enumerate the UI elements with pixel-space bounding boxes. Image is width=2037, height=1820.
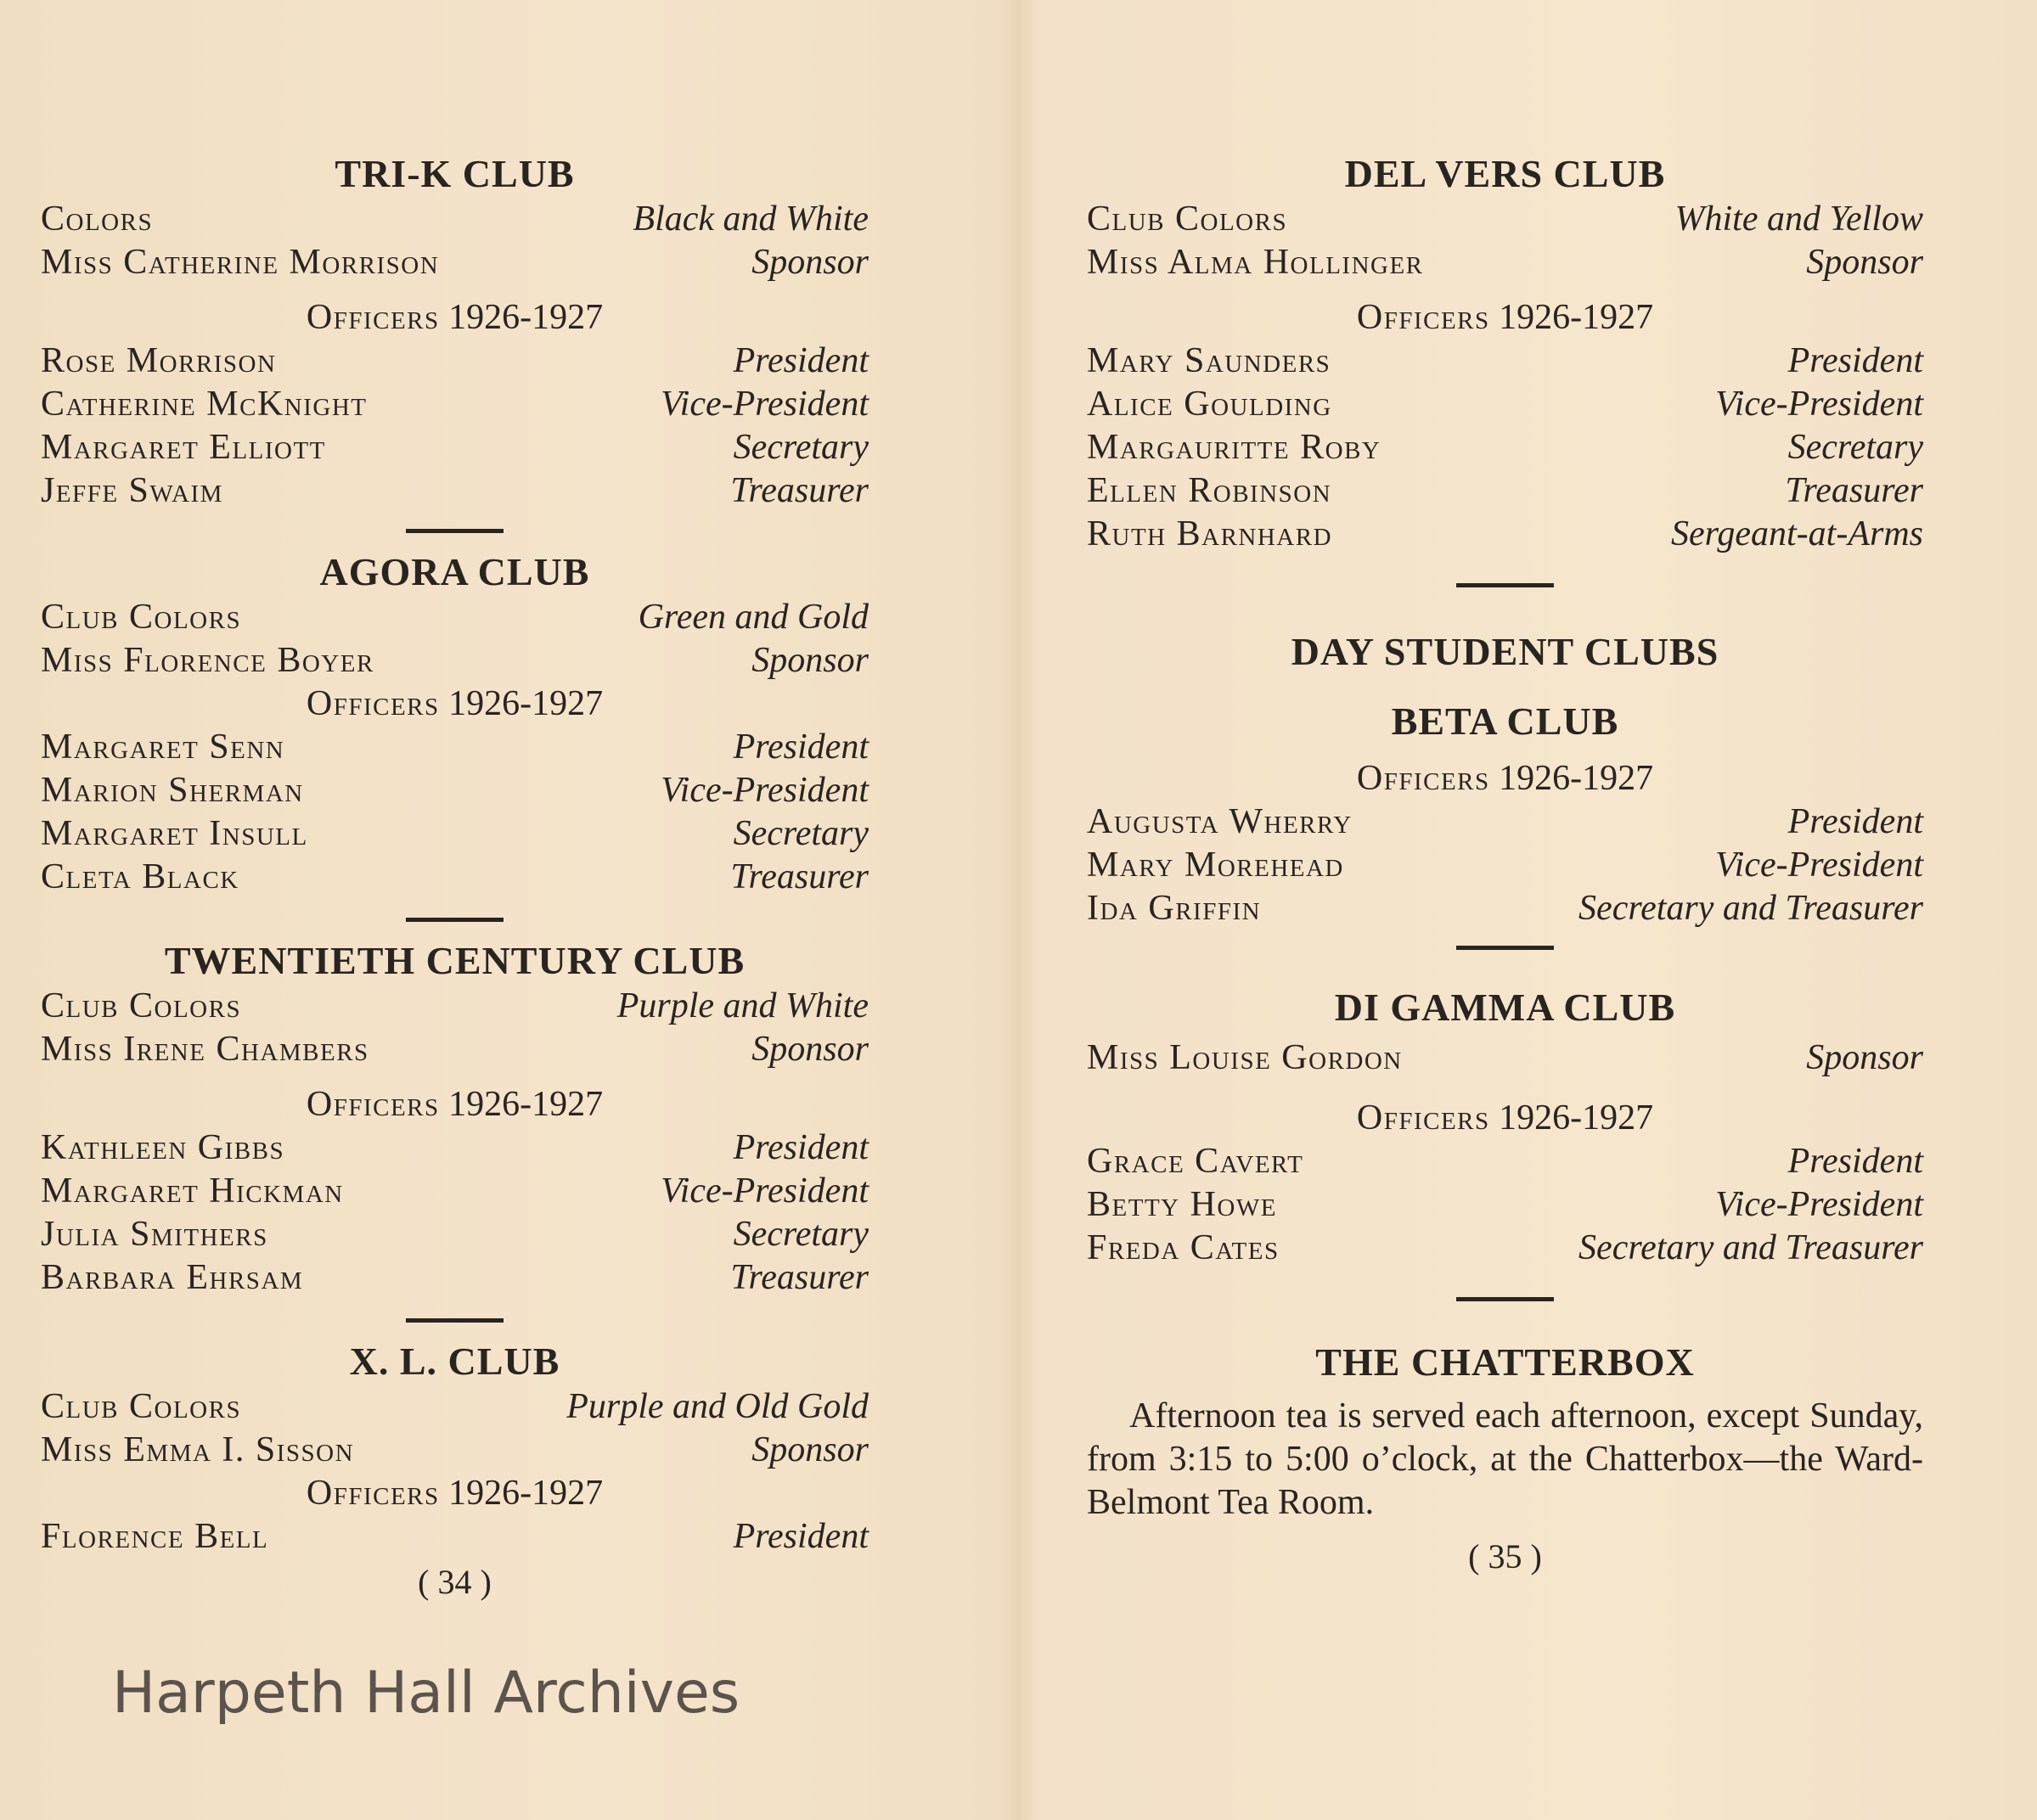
officer-role: President	[1787, 802, 1923, 841]
officer-name: Mary Saunders	[1087, 341, 1331, 380]
sponsor-role: Sponsor	[1806, 243, 1923, 282]
chatterbox-title: THE CHATTERBOX	[1315, 1340, 1695, 1384]
officers-label: Officers	[1356, 759, 1490, 798]
club-colors-row	[41, 596, 869, 639]
officer-name: Kathleen Gibbs	[41, 1128, 285, 1167]
officer-name: Florence Bell	[41, 1517, 269, 1556]
colors-value: Purple and Old Gold	[566, 1387, 869, 1426]
sponsor-name: Miss Florence Boyer	[41, 641, 374, 680]
officer-row	[1087, 1140, 1923, 1183]
club-colors-row	[41, 198, 869, 241]
officer-role: President	[1787, 341, 1923, 380]
colors-label: Club Colors	[41, 986, 242, 1025]
officer-role: Treasurer	[730, 857, 869, 896]
officer-name: Freda Cates	[1087, 1228, 1280, 1267]
club-title-tri-k: TRI-K CLUB	[335, 152, 575, 195]
officers-years: 1926-1927	[1499, 759, 1654, 798]
officers-heading	[41, 296, 869, 340]
officer-role: Secretary and Treasurer	[1578, 889, 1923, 928]
colors-label: Club Colors	[41, 598, 242, 637]
officer-row	[1087, 800, 1923, 844]
sponsor-row	[41, 1028, 869, 1071]
page-number: ( 34 )	[418, 1563, 492, 1601]
officer-name: Rose Morrison	[41, 341, 277, 380]
officer-row	[41, 426, 869, 469]
officers-label: Officers	[306, 1474, 440, 1513]
right-page	[1087, 0, 1923, 1576]
sponsor-name: Miss Louise Gordon	[1087, 1038, 1403, 1077]
club-colors-row	[41, 985, 869, 1028]
sponsor-row	[41, 639, 869, 682]
officer-role: President	[1787, 1142, 1923, 1181]
officer-role: Secretary	[733, 814, 869, 853]
sponsor-row	[41, 1429, 869, 1472]
officer-row	[41, 1170, 869, 1213]
club-title-xl: X. L. CLUB	[349, 1340, 560, 1383]
officer-name: Ruth Barnhard	[1087, 514, 1333, 553]
sponsor-row	[1087, 241, 1923, 284]
left-page	[41, 0, 869, 1602]
officers-label: Officers	[1356, 298, 1490, 337]
officer-row	[41, 1213, 869, 1256]
club-colors-row	[41, 1385, 869, 1429]
officer-row	[41, 1256, 869, 1300]
page-number: ( 35 )	[1468, 1537, 1542, 1576]
sponsor-name: Miss Catherine Morrison	[41, 243, 440, 282]
officer-role: Treasurer	[730, 471, 869, 510]
officer-row	[1087, 844, 1923, 887]
officers-label: Officers	[306, 1085, 440, 1124]
officer-role: President	[733, 727, 869, 767]
officer-row	[41, 769, 869, 812]
officer-role: Vice-President	[661, 771, 869, 810]
officers-years: 1926-1927	[448, 1474, 604, 1513]
officer-row	[41, 812, 869, 856]
sponsor-name: Miss Irene Chambers	[41, 1030, 369, 1069]
officer-name: Julia Smithers	[41, 1215, 268, 1254]
sponsor-role: Sponsor	[751, 1030, 869, 1069]
officer-row	[1087, 1183, 1923, 1227]
officers-heading	[1087, 1097, 1923, 1140]
officer-role: Secretary	[733, 1215, 869, 1254]
officer-row	[1087, 513, 1923, 556]
officer-role: Secretary and Treasurer	[1578, 1228, 1923, 1267]
officer-role: President	[733, 1128, 869, 1167]
officer-name: Grace Cavert	[1087, 1142, 1304, 1181]
officer-name: Betty Howe	[1087, 1185, 1277, 1224]
sponsor-role: Sponsor	[751, 243, 869, 282]
officer-role: Vice-President	[1715, 385, 1923, 424]
officer-name: Margaret Hickman	[41, 1171, 344, 1211]
officers-years: 1926-1927	[448, 1085, 604, 1124]
officer-row	[1087, 426, 1923, 469]
officer-row	[41, 1515, 869, 1559]
officer-role: Sergeant-at-Arms	[1670, 514, 1923, 553]
officers-label: Officers	[306, 684, 440, 723]
officer-name: Augusta Wherry	[1087, 802, 1353, 841]
sponsor-row	[1087, 1036, 1923, 1080]
officer-name: Alice Goulding	[1087, 385, 1332, 424]
officer-row	[41, 340, 869, 383]
officer-role: Vice-President	[1715, 845, 1923, 885]
colors-value: Green and Gold	[638, 598, 869, 637]
officer-row	[1087, 340, 1923, 383]
officer-name: Ellen Robinson	[1087, 471, 1332, 510]
officer-role: Treasurer	[1785, 471, 1923, 510]
officer-name: Ida Griffin	[1087, 889, 1262, 928]
officers-heading	[1087, 757, 1923, 800]
officers-heading	[1087, 296, 1923, 340]
colors-value: Black and White	[633, 199, 869, 239]
officer-name: Margaret Senn	[41, 727, 285, 767]
club-title-twentieth-century: TWENTIETH CENTURY CLUB	[164, 939, 746, 982]
club-title-di-gamma: DI GAMMA CLUB	[1334, 986, 1676, 1029]
officer-role: President	[733, 1517, 869, 1556]
officers-label: Officers	[306, 298, 440, 337]
sponsor-name: Miss Alma Hollinger	[1087, 243, 1424, 282]
sponsor-name: Miss Emma I. Sisson	[41, 1430, 355, 1469]
officer-role: Treasurer	[730, 1258, 869, 1297]
officer-row	[41, 726, 869, 769]
officers-years: 1926-1927	[448, 298, 604, 337]
officer-row	[1087, 887, 1923, 930]
officer-name: Barbara Ehrsam	[41, 1258, 304, 1297]
club-colors-row	[1087, 198, 1923, 241]
officers-heading	[41, 1083, 869, 1126]
officer-row	[41, 383, 869, 426]
sponsor-role: Sponsor	[1806, 1038, 1923, 1077]
colors-label: Club Colors	[41, 1387, 242, 1426]
officers-years: 1926-1927	[1499, 298, 1654, 337]
colors-value: Purple and White	[616, 986, 869, 1025]
officer-role: Vice-President	[1715, 1185, 1923, 1224]
officer-name: Jeffe Swaim	[41, 471, 223, 510]
colors-value: White and Yellow	[1674, 199, 1923, 239]
officer-role: Secretary	[733, 428, 869, 467]
club-title-agora: AGORA CLUB	[319, 550, 590, 593]
officer-role: Vice-President	[661, 1171, 869, 1211]
officer-name: Catherine McKnight	[41, 385, 368, 424]
officer-name: Margaret Elliott	[41, 428, 326, 467]
officers-years: 1926-1927	[1499, 1098, 1654, 1138]
colors-label: Club Colors	[1087, 199, 1288, 239]
officer-row	[1087, 383, 1923, 426]
officer-row	[41, 856, 869, 899]
colors-label: Colors	[41, 199, 154, 239]
officer-row	[41, 1126, 869, 1170]
sponsor-role: Sponsor	[751, 1430, 869, 1469]
club-title-beta: BETA CLUB	[1391, 699, 1619, 743]
officer-row	[1087, 1227, 1923, 1270]
sponsor-role: Sponsor	[751, 641, 869, 680]
club-title-del-vers: DEL VERS CLUB	[1344, 152, 1666, 195]
officers-years: 1926-1927	[448, 684, 604, 723]
officer-name: Mary Morehead	[1087, 845, 1344, 885]
officer-name: Cleta Black	[41, 857, 239, 896]
officers-heading	[41, 682, 869, 726]
chatterbox-paragraph: Afternoon tea is served each afternoon, except Sunday, from 3:15 to 5:00 o’clock, at the Chatterbox—the Ward-Belmont Tea Room.	[1087, 1396, 1923, 1522]
officer-name: Margaret Insull	[41, 814, 308, 853]
sponsor-row	[41, 241, 869, 284]
officer-name: Marion Sherman	[41, 771, 304, 810]
archive-watermark: Harpeth Hall Archives	[112, 1660, 740, 1727]
officers-label: Officers	[1356, 1098, 1490, 1138]
officer-role: Secretary	[1787, 428, 1923, 467]
officer-role: Vice-President	[661, 385, 869, 424]
day-student-clubs-heading: DAY STUDENT CLUBS	[1291, 630, 1719, 673]
officer-row	[1087, 469, 1923, 513]
officer-role: President	[733, 341, 869, 380]
officer-name: Margauritte Roby	[1087, 428, 1381, 467]
officers-heading	[41, 1472, 869, 1515]
officer-row	[41, 469, 869, 513]
